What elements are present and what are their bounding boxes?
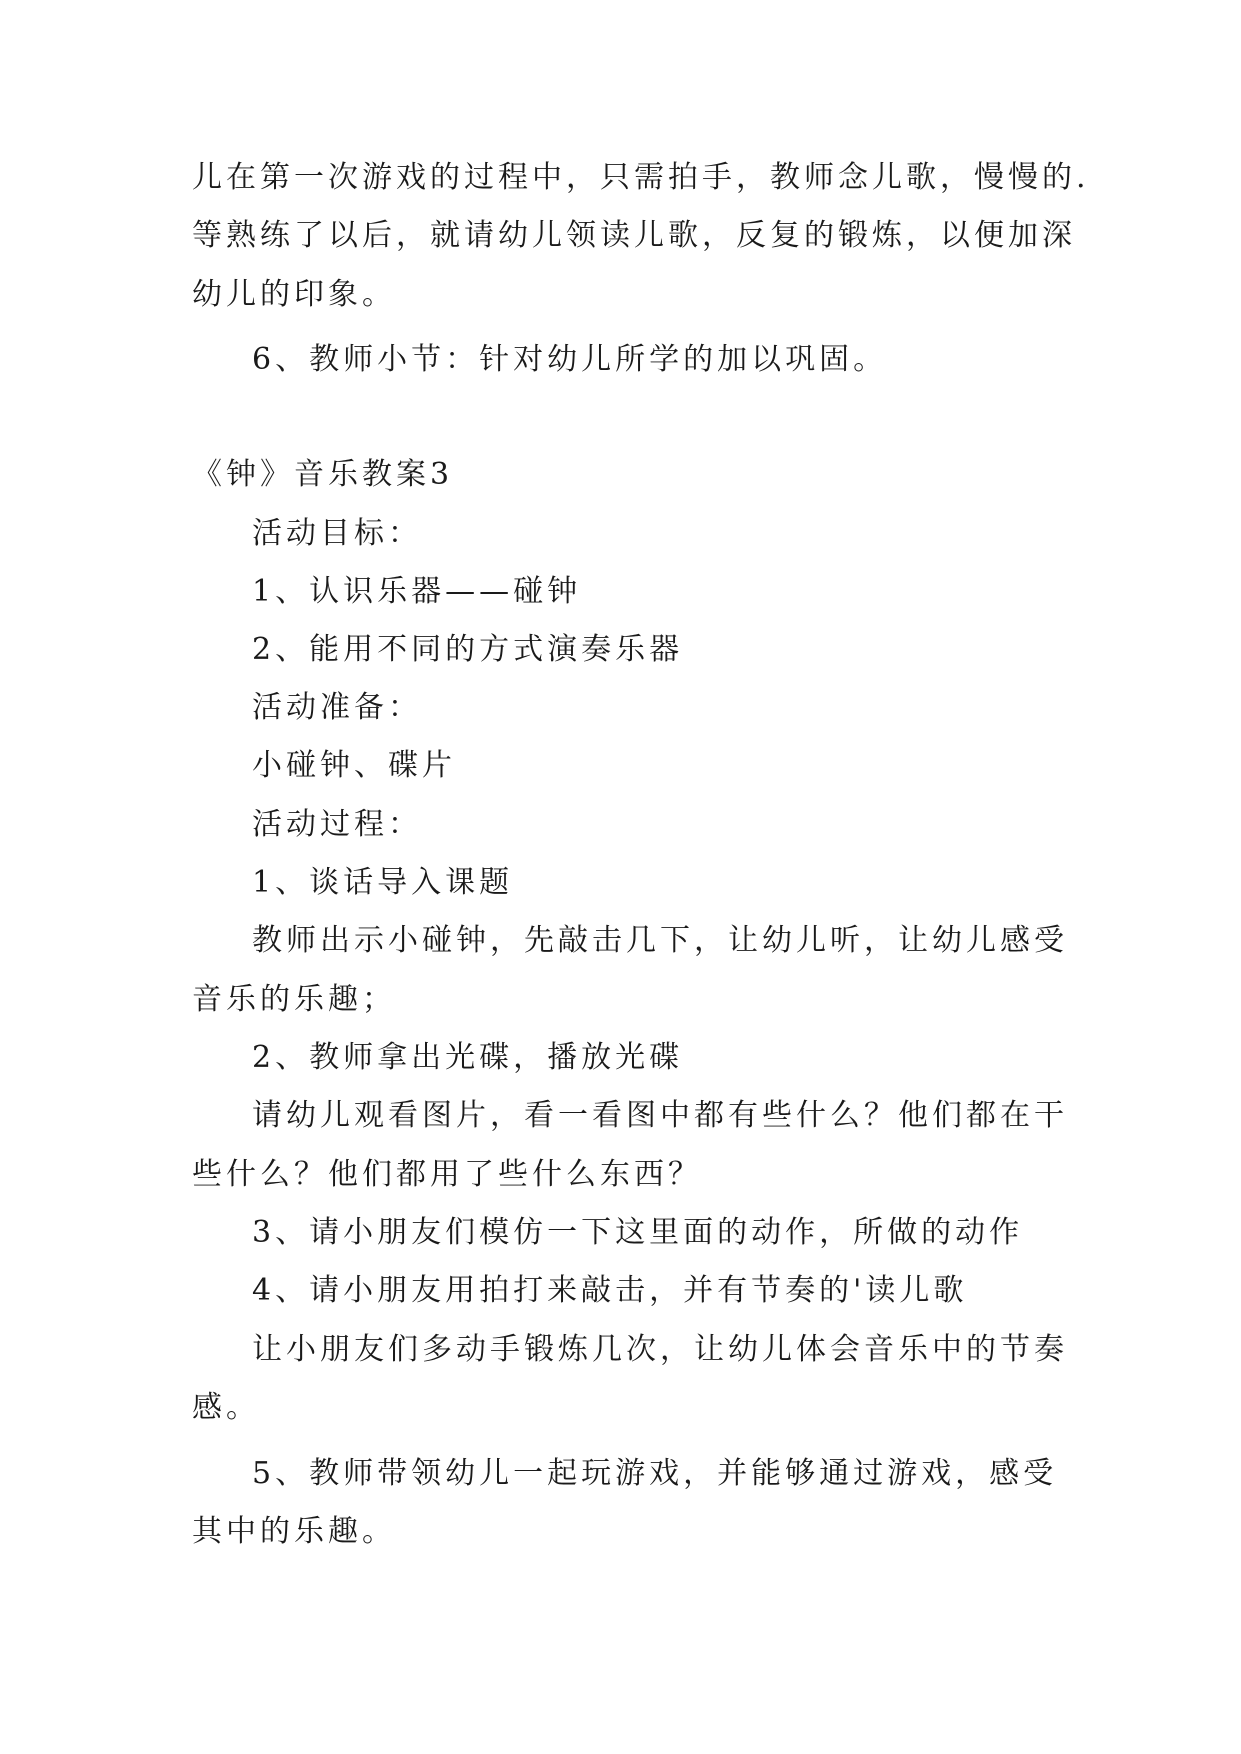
- paragraph-line: 感。: [192, 1390, 260, 1425]
- paragraph-line: 等熟练了以后，就请幼儿领读儿歌，反复的锻炼，以便加深: [192, 218, 1076, 253]
- paragraph-line: 音乐的乐趣；: [192, 982, 396, 1017]
- paragraph-line: 教师出示小碰钟，先敲击几下，让幼儿听，让幼儿感受: [252, 923, 1068, 958]
- list-item: 2、教师拿出光碟，播放光碟: [252, 1040, 684, 1075]
- paragraph-line: 小碰钟、碟片: [252, 748, 456, 783]
- list-item: 4、请小朋友用拍打来敲击，并有节奏的'读儿歌: [252, 1273, 968, 1308]
- section-title: 《钟》音乐教案3: [192, 457, 454, 492]
- paragraph-line: 些什么？他们都用了些什么东西？: [192, 1157, 702, 1192]
- paragraph-line: 6、教师小节：针对幼儿所学的加以巩固。: [252, 342, 888, 377]
- subheading: 活动准备：: [252, 690, 422, 725]
- subheading: 活动过程：: [252, 807, 422, 842]
- paragraph-line: 让小朋友们多动手锻炼几次，让幼儿体会音乐中的节奏: [252, 1332, 1068, 1367]
- list-item: 5、教师带领幼儿一起玩游戏，并能够通过游戏，感受: [252, 1456, 1058, 1491]
- paragraph-line: 请幼儿观看图片，看一看图中都有些什么？他们都在干: [252, 1098, 1068, 1133]
- list-item: 2、能用不同的方式演奏乐器: [252, 632, 684, 667]
- paragraph-line: 儿在第一次游戏的过程中，只需拍手，教师念儿歌，慢慢的.: [192, 160, 1090, 195]
- paragraph-line: 其中的乐趣。: [192, 1514, 396, 1549]
- paragraph-line: 幼儿的印象。: [192, 277, 396, 312]
- list-item: 3、请小朋友们模仿一下这里面的动作，所做的动作: [252, 1215, 1024, 1250]
- list-item: 1、认识乐器——碰钟: [252, 574, 582, 609]
- list-item: 1、谈话导入课题: [252, 865, 514, 900]
- subheading: 活动目标：: [252, 516, 422, 551]
